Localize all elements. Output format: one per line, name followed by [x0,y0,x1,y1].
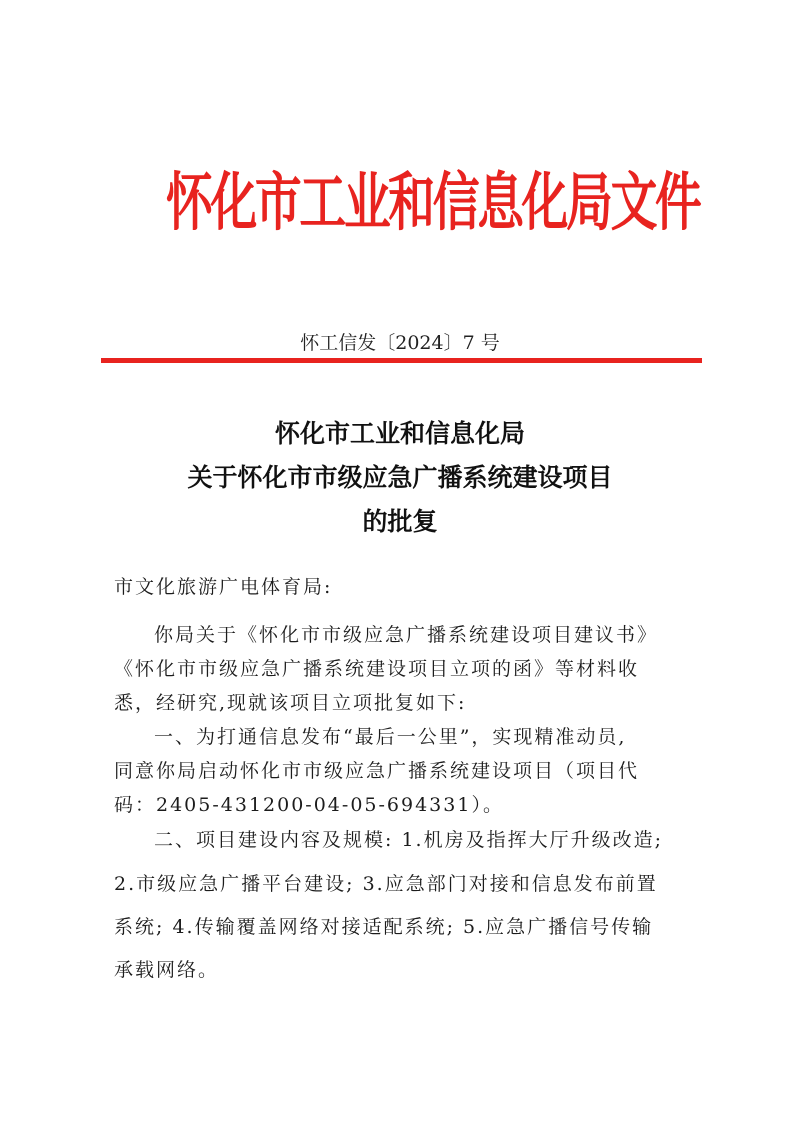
paragraph-2-line-2: 同意你局启动怀化市市级应急广播系统建设项目（项目代 [114,760,640,782]
red-divider-rule [101,358,702,363]
title-line-3: 的批复 [362,507,438,536]
salutation: 市文化旅游广电体育局: [114,576,333,598]
paragraph-3-line-2: 2.市级应急广播平台建设; 3.应急部门对接和信息发布前置 [114,873,658,895]
document-title [80,412,720,544]
paragraph-3-line-1: 二、项目建设内容及规模: 1.机房及指挥大厅升级改造; [154,829,663,851]
paragraph-3-line-4: 承载网络。 [114,959,220,981]
paragraph-1-line-3: 悉，经研究,现就该项目立项批复如下: [114,692,467,714]
title-line-1: 怀化市工业和信息化局 [274,419,525,448]
title-line-2: 关于怀化市市级应急广播系统建设项目 [187,463,613,492]
document-number: 怀工信发〔2024〕7 号 [300,332,500,354]
paragraph-2-line-1: 一、为打通信息发布“最后一公里”，实现精准动员, [154,726,627,748]
paragraph-1-line-1: 你局关于《怀化市市级应急广播系统建设项目建议书》 [154,624,659,646]
paragraph-1-line-2: 《怀化市市级应急广播系统建设项目立项的函》等材料收 [114,658,640,680]
paragraph-3-line-3: 系统; 4.传输覆盖网络对接适配系统; 5.应急广播信号传输 [114,916,654,938]
issuer-header-title: 怀化市工业和信息化局文件 [166,166,700,240]
paragraph-2-line-3: 码：2405-431200-04-05-694331）。 [114,794,504,816]
